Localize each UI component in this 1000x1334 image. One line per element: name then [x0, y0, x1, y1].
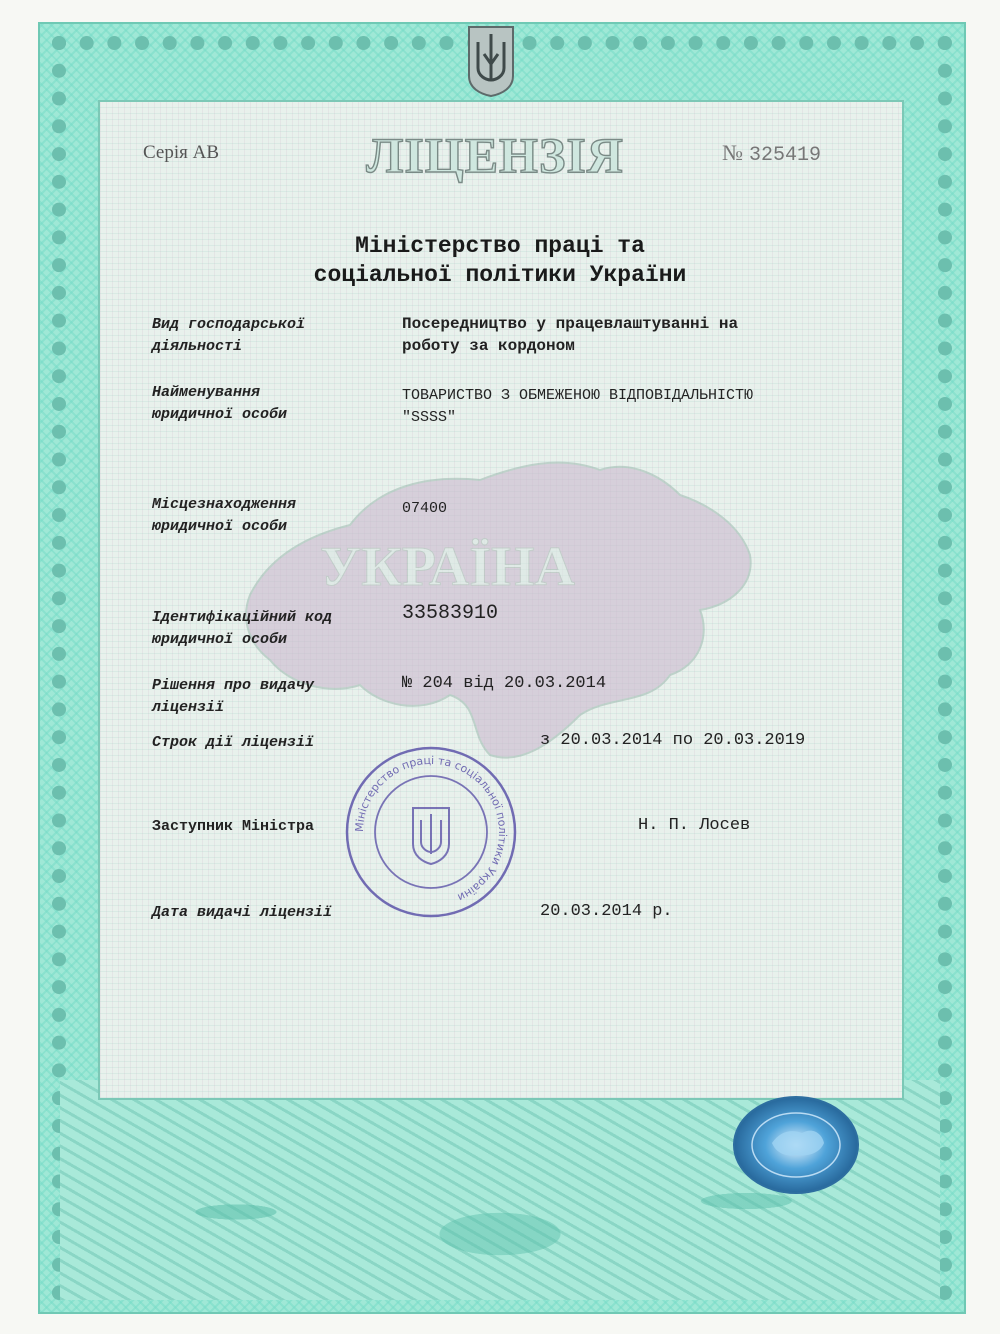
entity-name-label: Найменування юридичної особи	[152, 384, 288, 423]
activity-label: Вид господарської діяльності	[152, 316, 306, 355]
issuing-authority	[200, 232, 800, 290]
term-value: з 20.03.2014 по 20.03.2019	[540, 731, 806, 750]
watermark-text: УКРАЇНА	[320, 536, 575, 598]
activity-value: Посередництво у працевлаштуванні на роботу за кордоном	[402, 315, 739, 355]
location-label: Місцезнаходження юридичної особи	[152, 496, 297, 535]
id-code-label: Ідентифікаційний код юридичної особи	[152, 609, 333, 648]
stamp-ring-text: Міністерство праці та соціальної політики України	[352, 753, 510, 905]
authority-line-1: Міністерство праці та	[355, 233, 645, 259]
term-label: Строк дії ліцензії	[152, 734, 315, 751]
signatory-label: Заступник Міністра	[152, 818, 315, 835]
license-number	[722, 140, 821, 167]
issue-date-label: Дата видачі ліцензії	[152, 904, 333, 921]
hologram-seal	[732, 1095, 860, 1195]
decision-label: Рішення про видачу ліцензії	[152, 677, 315, 716]
number-sign: №	[722, 140, 743, 165]
document-title: ЛІЦЕНЗІЯ	[366, 127, 624, 183]
series-label: Серія АВ	[143, 142, 219, 163]
location-value: 07400	[402, 500, 448, 517]
entity-name-value: ТОВАРИСТВО З ОБМЕЖЕНОЮ ВІДПОВІДАЛЬНІСТЮ "SSSS"	[402, 387, 754, 426]
issue-date-value: 20.03.2014 р.	[540, 902, 673, 921]
decision-value: № 204 від 20.03.2014	[402, 674, 607, 693]
authority-line-2: соціальної політики України	[313, 262, 687, 288]
signatory-value: Н. П. Лосев	[638, 816, 751, 835]
official-stamp	[343, 744, 519, 920]
coat-of-arms-icon	[466, 24, 516, 98]
number-value: 325419	[749, 144, 822, 167]
id-code-value: 33583910	[402, 602, 499, 625]
